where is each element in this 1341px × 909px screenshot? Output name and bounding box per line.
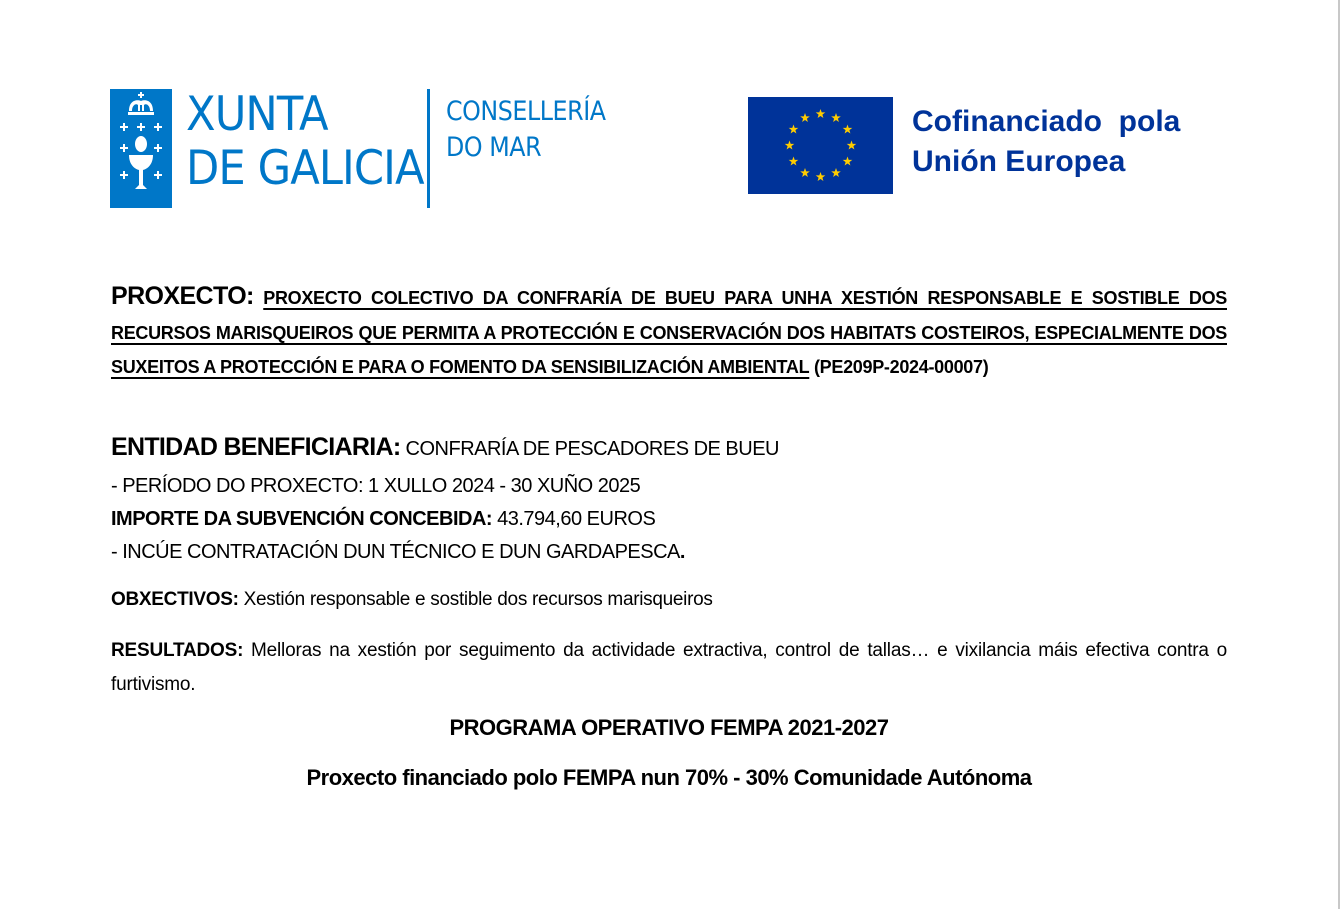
project-title: PROXECTO COLECTIVO DA CONFRARÍA DE BUEU PARA UNHA XESTIÓN RESPONSABLE E SOSTIBLE DOS RECURSOS MARISQUEIROS QUE PERMITA A PROTECCIÓN E CONSERVACIÓN DOS HABITATS COSTEIROS, ESPECIALMENTE DOS SUXEITOS A PROTECCIÓN E PARA O FOMENTO DA SENSIBILIZACIÓN AMBIENTAL xyxy=(111,288,1227,377)
eu-stars-icon xyxy=(748,97,893,194)
eu-flag-icon xyxy=(748,97,893,194)
results-value: Melloras na xestión por seguimento da actividade extractiva, control de tallas… e vixilancia máis efectiva contra o furtivismo. xyxy=(111,640,1227,695)
conselleria-line2: DO MAR xyxy=(446,132,542,163)
grant-amount-line xyxy=(111,508,655,531)
financing-statement: Proxecto financiado polo FEMPA nun 70% - 30% Comunidade Autónoma xyxy=(306,765,1032,790)
grant-value: 43.794,60 EUROS xyxy=(497,508,656,530)
includes-line xyxy=(111,541,685,564)
project-label: PROXECTO: xyxy=(111,282,254,310)
galicia-coat-of-arms-icon xyxy=(110,89,172,208)
programme-heading: PROGRAMA OPERATIVO FEMPA 2021-2027 xyxy=(449,715,889,740)
objectives-label: OBXECTIVOS: xyxy=(111,589,239,610)
conselleria-line1: CONSELLERÍA xyxy=(446,96,606,127)
xunta-logo-text xyxy=(186,88,424,196)
conselleria-logo-text xyxy=(446,94,606,166)
project-section xyxy=(111,279,1227,385)
results-section xyxy=(111,634,1227,702)
eu-line2: Unión Europea xyxy=(912,145,1126,178)
objectives-line xyxy=(111,589,713,611)
includes-trailing: . xyxy=(679,541,685,563)
objectives-value: Xestión responsable e sostible dos recursos marisqueiros xyxy=(243,589,713,610)
project-period: - PERÍODO DO PROXECTO: 1 XULLO 2024 - 30 XUÑO 2025 xyxy=(111,475,641,497)
includes-text: - INCÚE CONTRATACIÓN DUN TÉCNICO E DUN GARDAPESCA xyxy=(111,541,680,563)
xunta-line2: DE GALICIA xyxy=(186,141,424,196)
project-code: (PE209P-2024-00007) xyxy=(813,357,989,377)
xunta-line1: XUNTA xyxy=(186,87,328,142)
beneficiary-label: ENTIDAD BENEFICIARIA: xyxy=(111,433,401,461)
page-edge xyxy=(1338,0,1340,909)
beneficiary-value: CONFRARÍA DE PESCADORES DE BUEU xyxy=(405,438,779,460)
results-label: RESULTADOS: xyxy=(111,640,244,661)
eu-line1: Cofinanciado pola xyxy=(912,105,1181,138)
xunta-emblem-icon xyxy=(110,89,172,208)
logo-divider xyxy=(427,89,430,208)
grant-label: IMPORTE DA SUBVENCIÓN CONCEBIDA: xyxy=(111,508,493,530)
beneficiary-line xyxy=(111,433,779,462)
eu-cofinancing-text xyxy=(912,102,1180,182)
